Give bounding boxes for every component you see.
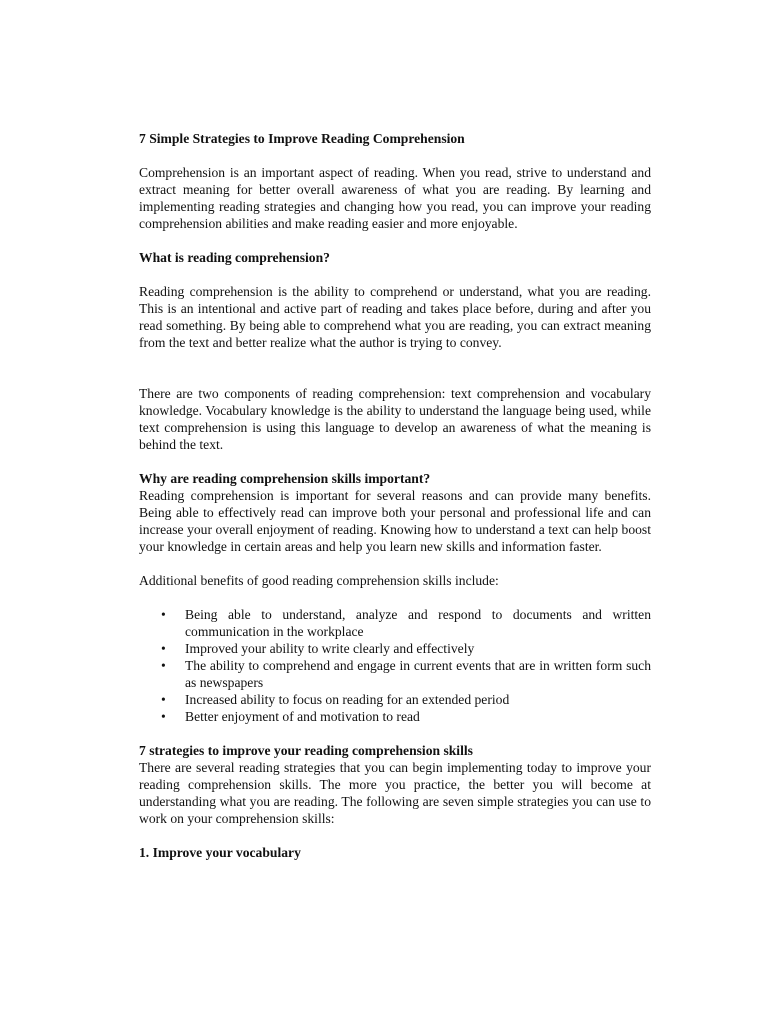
list-item-text: Increased ability to focus on reading for an extended period xyxy=(185,692,510,707)
strategies-paragraph: There are several reading strategies that you can begin implementing today to improve your reading comprehension skills. The more you practice, the better you will become at understanding what you are reading. The following are seven simple strategies you can use to work on your comprehension skills: xyxy=(139,760,651,826)
list-item xyxy=(139,606,651,640)
section-heading-strategies: 7 strategies to improve your reading comprehension skills xyxy=(139,743,473,758)
section-heading-vocabulary: 1. Improve your vocabulary xyxy=(139,845,301,860)
list-item xyxy=(139,691,651,708)
bullet-icon: • xyxy=(161,607,166,622)
bullet-icon: • xyxy=(161,641,166,656)
bullet-icon: • xyxy=(161,709,166,724)
bullet-icon: • xyxy=(161,658,166,673)
document-title: 7 Simple Strategies to Improve Reading Comprehension xyxy=(139,131,465,146)
bullet-icon: • xyxy=(161,692,166,707)
benefits-list xyxy=(139,606,651,725)
list-item-text: Improved your ability to write clearly and effectively xyxy=(185,641,475,656)
document-page xyxy=(139,130,651,861)
list-item xyxy=(139,708,651,725)
list-item xyxy=(139,657,651,691)
list-item-text: Being able to understand, analyze and respond to documents and written communication in the workplace xyxy=(185,607,651,639)
list-item-text: The ability to comprehend and engage in current events that are in written form such as newspapers xyxy=(185,658,651,690)
section-heading-what-is: What is reading comprehension? xyxy=(139,250,330,265)
intro-paragraph: Comprehension is an important aspect of reading. When you read, strive to understand and extract meaning for better overall awareness of what you are reading. By learning and implementing reading strategies and changing how you read, you can improve your reading comprehension abilities and make reading easier and more enjoyable. xyxy=(139,165,651,231)
list-item xyxy=(139,640,651,657)
why-important-paragraph-1: Reading comprehension is important for several reasons and can provide many benefits. Being able to effectively read can improve both your personal and professional life and can increase your overall enjoyment of reading. Knowing how to understand a text can help boost your knowledge in certain areas and help you learn new skills and information faster. xyxy=(139,488,651,554)
what-is-paragraph-2: There are two components of reading comprehension: text comprehension and vocabulary knowledge. Vocabulary knowledge is the ability to understand the language being used, while text comprehension is using this language to develop an awareness of what the meaning is behind the text. xyxy=(139,386,651,452)
list-item-text: Better enjoyment of and motivation to read xyxy=(185,709,420,724)
what-is-paragraph-1: Reading comprehension is the ability to comprehend or understand, what you are reading. This is an intentional and active part of reading and takes place before, during and after you read something. By being able to comprehend what you are reading, you can extract meaning from the text and better realize what the author is trying to convey. xyxy=(139,284,651,350)
section-heading-why-important: Why are reading comprehension skills important? xyxy=(139,471,431,486)
benefits-intro: Additional benefits of good reading comprehension skills include: xyxy=(139,573,499,588)
